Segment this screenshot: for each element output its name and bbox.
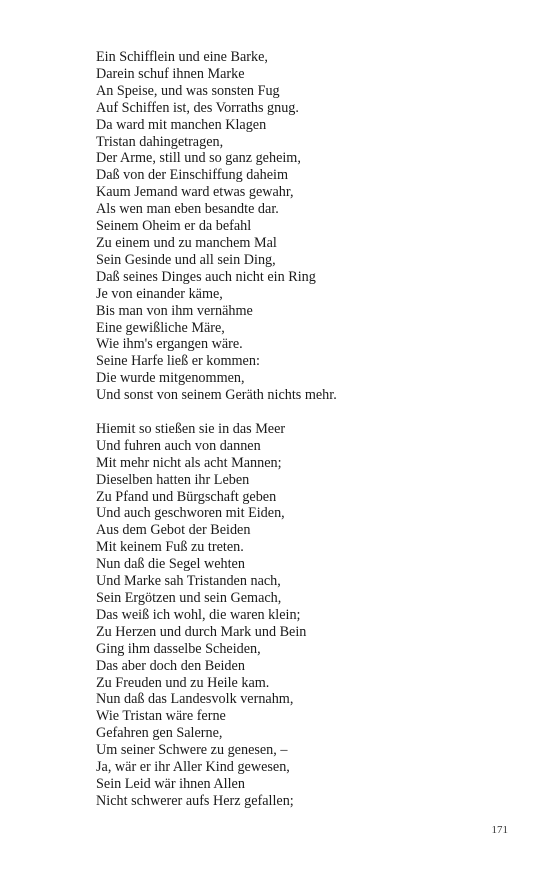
verse-line: Sein Ergötzen und sein Gemach, [96, 589, 282, 606]
verse-line: Tristan dahingetragen, [96, 133, 224, 150]
verse-line: Nun daß die Segel wehten [96, 556, 245, 573]
verse-line: Als wen man eben besandte dar. [96, 201, 279, 218]
verse-line: Ja, wär er ihr Aller Kind gewesen, [96, 759, 290, 776]
verse-line: Das weiß ich wohl, die waren klein; [96, 606, 301, 623]
verse-line: Um seiner Schwere zu genesen, – [96, 742, 288, 759]
stanza [96, 49, 496, 404]
verse-line: Und Marke sah Tristanden nach, [96, 573, 281, 590]
verse-line: Da ward mit manchen Klagen [96, 116, 267, 133]
verse-line: Daß von der Einschiffung daheim [96, 167, 289, 184]
verse-line: Ein Schifflein und eine Barke, [96, 49, 268, 65]
verse-line: Aus dem Gebot der Beiden [96, 522, 251, 539]
verse-line: Zu Freuden und zu Heile kam. [96, 674, 270, 691]
verse-line: Mit mehr nicht als acht Mannen; [96, 454, 282, 471]
verse-line: Auf Schiffen ist, des Vorraths gnug. [96, 99, 299, 116]
verse-line: Zu einem und zu manchem Mal [96, 234, 277, 251]
verse-line: Zu Pfand und Bürgschaft geben [96, 488, 277, 505]
verse-line: Und auch geschworen mit Eiden, [96, 505, 285, 522]
verse-line: Und sonst von seinem Geräth nichts mehr. [96, 387, 337, 404]
page-number: 171 [491, 824, 508, 836]
verse-line: Sein Gesinde und all sein Ding, [96, 251, 276, 268]
verse-line: Seine Harfe ließ er kommen: [96, 353, 260, 370]
verse-line: Eine gewißliche Märe, [96, 319, 225, 336]
verse-line: Nicht schwerer aufs Herz gefallen; [96, 792, 294, 809]
verse-line: Kaum Jemand ward etwas gewahr, [96, 184, 294, 201]
verse-line: Hiemit so stießen sie in das Meer [96, 420, 286, 437]
verse-line: Je von einander käme, [96, 285, 223, 302]
verse-line: Wie Tristan wäre ferne [96, 708, 226, 725]
verse-line: Dieselben hatten ihr Leben [96, 471, 250, 488]
verse-line: Gefahren gen Salerne, [96, 725, 223, 742]
verse-line: Daß seines Dinges auch nicht ein Ring [96, 268, 316, 285]
verse-line: Sein Leid wär ihnen Allen [96, 775, 245, 792]
verse-line: Bis man von ihm vernähme [96, 302, 253, 319]
verse-line: Seinem Oheim er da befahl [96, 218, 252, 235]
verse-line: Nun daß das Landesvolk vernahm, [96, 691, 294, 708]
verse-line: Ging ihm dasselbe Scheiden, [96, 640, 261, 657]
verse-line: Zu Herzen und durch Mark und Bein [96, 623, 307, 640]
verse-line: Darein schuf ihnen Marke [96, 65, 245, 82]
verse-line: Das aber doch den Beiden [96, 657, 245, 674]
verse-line: Die wurde mitgenommen, [96, 370, 245, 387]
verse-line: An Speise, und was sonsten Fug [96, 82, 280, 99]
stanza [96, 421, 496, 810]
verse-line: Und fuhren auch von dannen [96, 437, 261, 454]
verse-line: Mit keinem Fuß zu treten. [96, 539, 244, 556]
poem-text [96, 49, 496, 810]
verse-line: Der Arme, still und so ganz geheim, [96, 150, 301, 167]
verse-line: Wie ihm's ergangen wäre. [96, 336, 243, 353]
